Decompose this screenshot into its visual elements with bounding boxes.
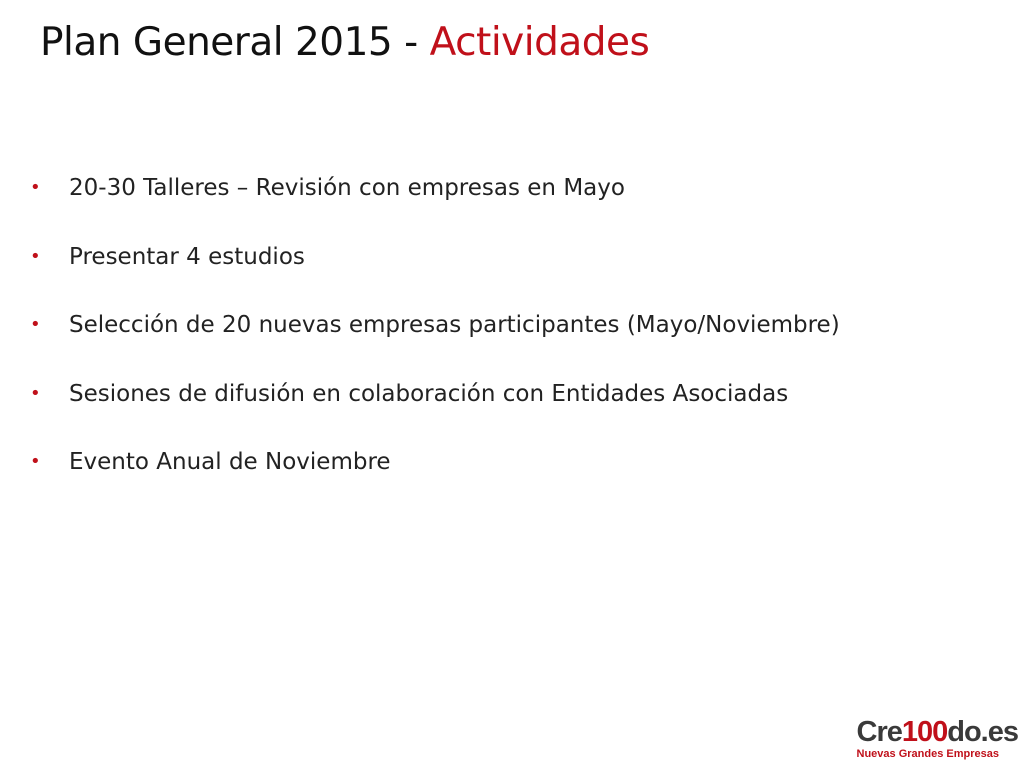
brand-logo: [857, 717, 1019, 760]
list-item-text: 20-30 Talleres – Revisión con empresas en Mayo: [69, 175, 625, 201]
list-item-text: Presentar 4 estudios: [69, 243, 305, 270]
logo-part-3: do.es: [947, 716, 1018, 748]
bullet-dot-icon: •: [30, 245, 41, 267]
title-accent: Actividades: [429, 20, 650, 65]
page-title: [40, 20, 649, 65]
bullet-dot-icon: •: [30, 382, 41, 404]
bullet-dot-icon: •: [30, 314, 41, 335]
list-item-text: Sesiones de difusión en colaboración con Entidades Asociadas: [69, 380, 789, 407]
logo-tagline: Nuevas Grandes Empresas: [856, 748, 999, 760]
logo-part-1: Cre: [856, 716, 902, 748]
bullet-dot-icon: •: [30, 451, 41, 472]
logo-part-2: 100: [901, 716, 948, 748]
list-item-text: Selección de 20 nuevas empresas participantes (Mayo/Noviembre): [69, 312, 840, 338]
title-main: Plan General 2015 -: [40, 20, 430, 65]
logo-wordmark: [857, 717, 1019, 747]
bullet-dot-icon: •: [30, 177, 41, 198]
list-item-text: Evento Anual de Noviembre: [69, 449, 391, 475]
